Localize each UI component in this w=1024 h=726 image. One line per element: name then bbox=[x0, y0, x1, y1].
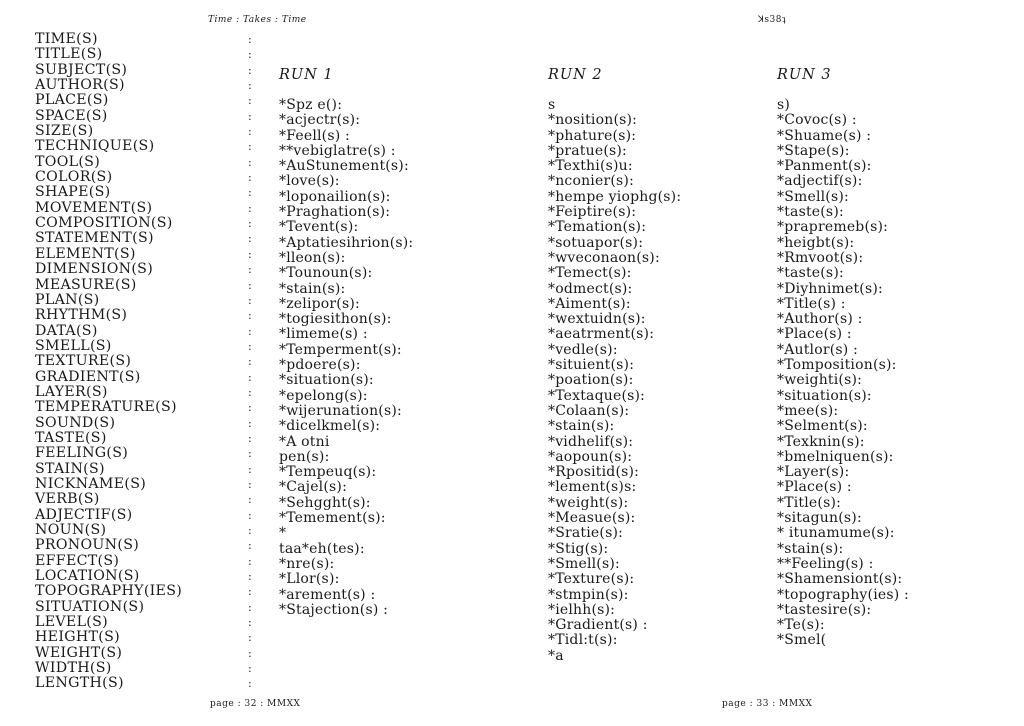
colon-mark: : bbox=[248, 554, 252, 568]
colon-mark: : bbox=[248, 278, 252, 292]
run-line: *topography(ies) : bbox=[777, 586, 909, 603]
run-line: *nre(s): bbox=[279, 555, 335, 572]
colon-mark: : bbox=[248, 217, 252, 231]
run-line: **Feeling(s) : bbox=[777, 555, 874, 572]
run-line: *nosition(s): bbox=[548, 112, 638, 129]
run-line: *wextuidn(s): bbox=[548, 311, 646, 328]
run-line: *phature(s): bbox=[548, 127, 637, 144]
run-line: *hempe yiophg(s): bbox=[548, 188, 682, 205]
colon-mark: : bbox=[248, 109, 252, 123]
run-line: *nconier(s): bbox=[548, 173, 634, 190]
colon-mark: : bbox=[248, 385, 252, 399]
run-line: *Shuame(s) : bbox=[777, 127, 872, 144]
run-line: **vebiglatre(s) : bbox=[279, 142, 396, 159]
index-item: TEMPERATURE(S) bbox=[35, 399, 177, 416]
colon-mark: : bbox=[248, 370, 252, 384]
run-line: *Stajection(s) : bbox=[279, 601, 389, 618]
run-line: *acjectr(s): bbox=[279, 112, 361, 129]
run-line: *Texthi(s)u: bbox=[548, 158, 633, 175]
run-line: *Feiptire(s): bbox=[548, 204, 637, 221]
index-item: DATA(S) bbox=[35, 322, 98, 339]
index-item: TIME(S) bbox=[35, 31, 98, 47]
index-item: DIMENSION(S) bbox=[35, 261, 154, 278]
colon-mark: : bbox=[248, 447, 252, 461]
run-line: *Place(s) : bbox=[777, 479, 852, 496]
colon-mark: : bbox=[248, 524, 252, 537]
colon-mark: : bbox=[248, 232, 252, 246]
index-item: GRADIENT(S) bbox=[35, 368, 141, 385]
run-line: *Measue(s): bbox=[548, 510, 636, 527]
run-line: *mee(s): bbox=[777, 402, 839, 419]
run-line: *Rpositid(s): bbox=[548, 464, 640, 481]
index-item: EFFECT(S) bbox=[35, 552, 120, 569]
index-item: ELEMENT(S) bbox=[35, 245, 136, 262]
run-line: taa*eh(tes): bbox=[279, 540, 365, 557]
colon-mark: : bbox=[248, 539, 252, 553]
run-line: *Praghation(s): bbox=[279, 204, 391, 221]
index-item: STATEMENT(S) bbox=[35, 230, 154, 247]
colon-mark: : bbox=[248, 33, 252, 46]
run-line: *stain(s): bbox=[548, 418, 615, 435]
run-title: RUN 2 bbox=[548, 67, 603, 83]
run-line: *loponailion(s): bbox=[279, 188, 391, 205]
run-line: *Aptatiesihrion(s): bbox=[279, 234, 414, 251]
run-line: *poation(s): bbox=[548, 372, 634, 389]
colon-mark: : bbox=[248, 263, 252, 277]
run-line: *Sehgght(s): bbox=[279, 494, 371, 511]
run-line: * bbox=[279, 525, 287, 542]
run-line: *Stape(s): bbox=[777, 142, 850, 159]
index-item: VERB(S) bbox=[35, 491, 100, 508]
run-line: *zelipor(s): bbox=[279, 295, 360, 312]
run-line: *limeme(s) : bbox=[279, 326, 368, 343]
index-item: TEXTURE(S) bbox=[35, 353, 132, 370]
run-title: RUN 3 bbox=[777, 67, 832, 83]
colon-mark: : bbox=[248, 431, 252, 445]
index-item: LAYER(S) bbox=[35, 383, 108, 400]
colon-mark: : bbox=[248, 616, 252, 630]
run-column-1 bbox=[279, 66, 413, 618]
run-line: *Textaque(s): bbox=[548, 387, 646, 404]
index-item: HEIGHT(S) bbox=[35, 629, 120, 646]
run-line: *Cajel(s): bbox=[279, 479, 347, 496]
colon-mark: : bbox=[248, 401, 252, 415]
index-item: SHAPE(S) bbox=[35, 184, 111, 201]
run-line: *wijerunation(s): bbox=[279, 402, 402, 419]
run-line: *Aiment(s): bbox=[548, 295, 631, 312]
run-line: *tastesire(s): bbox=[777, 601, 872, 618]
colon-mark: : bbox=[248, 324, 252, 338]
index-item: NICKNAME(S) bbox=[35, 475, 147, 492]
run-line: *Tempeuq(s): bbox=[279, 464, 377, 481]
run-line: *epelong(s): bbox=[279, 387, 368, 404]
run-line: s) bbox=[777, 97, 791, 113]
page-header-left: Time : Takes : Time bbox=[208, 15, 307, 25]
run-line: *Autlor(s) : bbox=[777, 341, 859, 358]
colon-mark: : bbox=[248, 48, 252, 62]
index-item: PLAN(S) bbox=[35, 291, 100, 308]
colon-mark: : bbox=[248, 677, 252, 691]
category-index-list bbox=[35, 32, 182, 692]
run-line: *odmect(s): bbox=[548, 280, 633, 297]
run-line: *situation(s): bbox=[777, 387, 872, 404]
index-item: WEIGHT(S) bbox=[35, 644, 123, 661]
colon-mark: : bbox=[248, 462, 252, 476]
index-item: RHYTHM(S) bbox=[35, 307, 128, 324]
run-line: *Texture(s): bbox=[548, 571, 635, 588]
run-line: *Shamensiont(s): bbox=[777, 571, 903, 588]
run-line: *adjectif(s): bbox=[777, 173, 863, 190]
run-line: *dicelkmel(s): bbox=[279, 418, 381, 435]
run-line: *bmelniquen(s): bbox=[777, 448, 894, 465]
index-item: SOUND(S) bbox=[35, 414, 116, 431]
index-item: SPACE(S) bbox=[35, 107, 108, 124]
run-line: *Texknin(s): bbox=[777, 433, 865, 450]
colon-mark: : bbox=[248, 63, 252, 77]
index-item: SITUATION(S) bbox=[35, 598, 145, 615]
index-item: TITLE(S) bbox=[35, 46, 103, 63]
run-line: *lleon(s): bbox=[279, 249, 346, 266]
colon-mark: : bbox=[248, 355, 252, 369]
index-item: TECHNIQUE(S) bbox=[35, 138, 155, 155]
index-item: MOVEMENT(S) bbox=[35, 199, 153, 216]
run-line: *Tomposition(s): bbox=[777, 357, 897, 374]
index-item: STAIN(S) bbox=[35, 460, 105, 477]
run-line: *Title(s): bbox=[777, 494, 842, 511]
page-header-right: ꓘs38ʇ bbox=[758, 15, 787, 25]
index-item: LOCATION(S) bbox=[35, 568, 140, 585]
colon-mark: : bbox=[248, 477, 252, 491]
colon-mark: : bbox=[248, 631, 252, 645]
run-line: *Selment(s): bbox=[777, 418, 868, 435]
colon-mark: : bbox=[248, 293, 252, 307]
run-line: *Smell(s): bbox=[548, 555, 620, 572]
run-line: *Temation(s): bbox=[548, 219, 647, 236]
index-item: WIDTH(S) bbox=[35, 660, 112, 677]
colon-mark: : bbox=[248, 662, 252, 676]
run-line: *aeatrment(s): bbox=[548, 326, 655, 343]
run-line: *arement(s) : bbox=[279, 586, 376, 603]
colon-mark: : bbox=[248, 155, 252, 169]
run-line: *togiesithon(s): bbox=[279, 311, 392, 328]
run-line: *pratue(s): bbox=[548, 142, 627, 159]
run-line: *Feell(s) : bbox=[279, 127, 350, 144]
run-line: *Tounoun(s): bbox=[279, 265, 373, 282]
run-lines bbox=[777, 98, 909, 649]
colon-mark: : bbox=[248, 309, 252, 323]
index-item: MEASURE(S) bbox=[35, 276, 137, 293]
run-column-3 bbox=[777, 66, 909, 649]
colon-mark: : bbox=[248, 140, 252, 154]
colon-mark: : bbox=[248, 416, 252, 430]
run-line: *vedle(s): bbox=[548, 341, 618, 358]
colon-mark: : bbox=[248, 79, 252, 93]
run-line: *Sratie(s): bbox=[548, 525, 624, 542]
run-line: *weighti(s): bbox=[777, 372, 863, 389]
run-line: *AuStunement(s): bbox=[279, 158, 409, 175]
index-item: TOOL(S) bbox=[35, 153, 101, 170]
run-line: *Smell(s): bbox=[777, 188, 849, 205]
index-item: FEELING(S) bbox=[35, 445, 129, 462]
index-item: AUTHOR(S) bbox=[35, 77, 125, 94]
index-item: SIZE(S) bbox=[35, 123, 94, 140]
colon-mark: : bbox=[248, 600, 252, 614]
colon-mark: : bbox=[248, 247, 252, 261]
run-line: *Temperment(s): bbox=[279, 341, 402, 358]
index-item: PRONOUN(S) bbox=[35, 537, 140, 554]
run-line: *wveconaon(s): bbox=[548, 249, 660, 266]
run-line: *Temect(s): bbox=[548, 265, 632, 282]
run-line: *prapremeb(s): bbox=[777, 219, 889, 236]
run-line: *sitagun(s): bbox=[777, 510, 862, 527]
index-item: LENGTH(S) bbox=[35, 675, 124, 692]
colon-mark: : bbox=[248, 339, 252, 353]
colon-mark: : bbox=[248, 94, 252, 108]
run-lines bbox=[548, 98, 681, 664]
run-line: *Llor(s): bbox=[279, 571, 340, 588]
run-title: RUN 1 bbox=[279, 67, 334, 83]
run-line: *Smel( bbox=[777, 632, 827, 649]
run-line: *vidhelif(s): bbox=[548, 433, 634, 450]
run-column-2 bbox=[548, 66, 681, 664]
run-line: *Rmvoot(s): bbox=[777, 249, 864, 266]
colon-mark: : bbox=[248, 201, 252, 215]
run-line: *Author(s) : bbox=[777, 311, 863, 328]
index-item: SUBJECT(S) bbox=[35, 61, 128, 78]
index-item: ADJECTIF(S) bbox=[35, 506, 133, 523]
run-line: *Te(s): bbox=[777, 617, 825, 634]
page-footer-right: page : 33 : MMXX bbox=[722, 699, 813, 709]
run-line: *Tidl:t(s): bbox=[548, 632, 618, 649]
index-item: LEVEL(S) bbox=[35, 614, 108, 631]
run-line: *Place(s) : bbox=[777, 326, 852, 343]
run-line: *Title(s) : bbox=[777, 295, 846, 312]
colon-mark: : bbox=[248, 125, 252, 139]
run-line: *taste(s): bbox=[777, 204, 844, 221]
index-item: COLOR(S) bbox=[35, 169, 113, 186]
colon-mark: : bbox=[248, 585, 252, 599]
run-line: *Tevent(s): bbox=[279, 219, 359, 236]
run-line: *Temement(s): bbox=[279, 510, 386, 527]
run-line: *Panment(s): bbox=[777, 158, 872, 175]
index-item: TASTE(S) bbox=[35, 429, 107, 446]
run-line: *stmpin(s): bbox=[548, 586, 629, 603]
page-footer-left: page : 32 : MMXX bbox=[210, 699, 301, 709]
run-line: *pdoere(s): bbox=[279, 357, 361, 374]
run-line: *aopoun(s): bbox=[548, 448, 633, 465]
run-line: *Gradient(s) : bbox=[548, 617, 648, 634]
run-line: *Diyhnimet(s): bbox=[777, 280, 883, 297]
run-line: *heigbt(s): bbox=[777, 234, 855, 251]
run-line: *Colaan(s): bbox=[548, 402, 630, 419]
run-line: *Stig(s): bbox=[548, 540, 609, 557]
colon-mark: : bbox=[248, 171, 252, 185]
run-line: *Layer(s): bbox=[777, 464, 850, 481]
colon-mark: : bbox=[248, 570, 252, 584]
run-line: *sotuapor(s): bbox=[548, 234, 644, 251]
colon-mark: : bbox=[248, 508, 252, 522]
colon-divider-column bbox=[248, 32, 252, 692]
index-item: COMPOSITION(S) bbox=[35, 215, 173, 232]
run-line: *Covoc(s) : bbox=[777, 112, 857, 129]
run-lines bbox=[279, 98, 413, 618]
run-line: *Spz e(): bbox=[279, 97, 343, 113]
index-item: PLACE(S) bbox=[35, 92, 109, 109]
index-item: TOPOGRAPHY(IES) bbox=[35, 583, 183, 600]
index-item: NOUN(S) bbox=[35, 522, 107, 538]
run-line: *A otni bbox=[279, 433, 330, 450]
colon-mark: : bbox=[248, 646, 252, 660]
run-line: *taste(s): bbox=[777, 265, 844, 282]
run-line: *love(s): bbox=[279, 173, 340, 190]
index-item: SMELL(S) bbox=[35, 337, 112, 354]
run-line: *situation(s): bbox=[279, 372, 374, 389]
colon-mark: : bbox=[248, 493, 252, 507]
run-line: *a bbox=[548, 647, 564, 664]
colon-mark: : bbox=[248, 186, 252, 200]
run-line: *lement(s)s: bbox=[548, 479, 637, 496]
run-line: *weight(s): bbox=[548, 494, 629, 511]
run-line: *ielhh(s): bbox=[548, 601, 616, 618]
run-line: * itunamume(s): bbox=[777, 525, 895, 542]
run-line: *stain(s): bbox=[279, 280, 346, 297]
run-line: s bbox=[548, 97, 556, 113]
run-line: *situient(s): bbox=[548, 357, 635, 374]
run-line: pen(s): bbox=[279, 448, 330, 465]
run-line: *stain(s): bbox=[777, 540, 844, 557]
